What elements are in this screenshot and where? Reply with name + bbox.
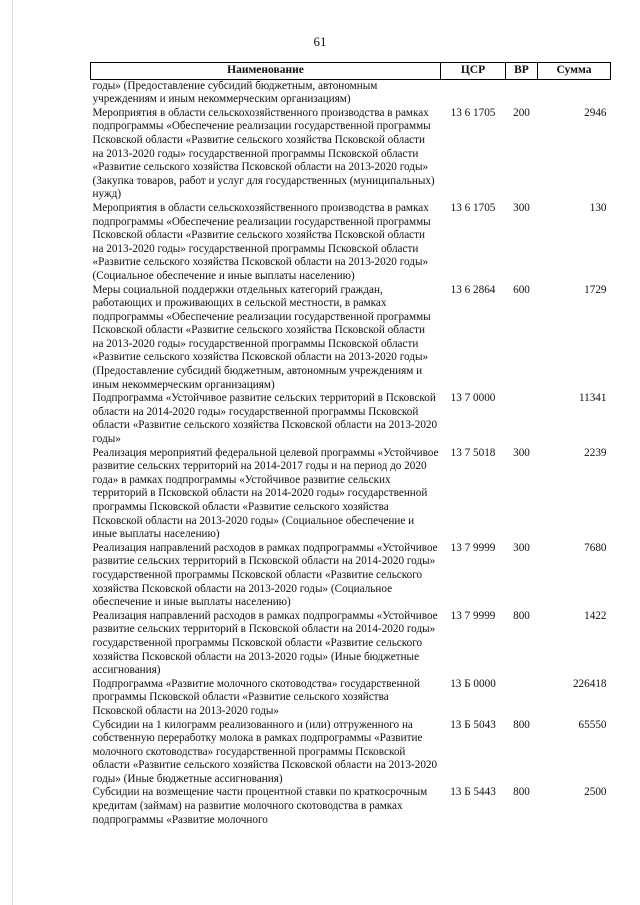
row-vr bbox=[506, 79, 538, 107]
page-number: 61 bbox=[313, 34, 327, 49]
row-vr: 200 bbox=[513, 106, 530, 119]
budget-table-container bbox=[90, 62, 610, 827]
row-csr: 13 Б 5443 bbox=[450, 786, 496, 799]
row-name: годы» (Предоставление субсидий бюджетным, автономным учреждениям и иным некоммерческим организациям) bbox=[92, 79, 378, 106]
row-vr bbox=[506, 678, 538, 719]
row-sum: 11341 bbox=[578, 392, 607, 405]
table-row bbox=[91, 284, 611, 393]
row-sum: 1729 bbox=[584, 283, 607, 296]
table-row bbox=[91, 610, 611, 678]
row-sum bbox=[538, 79, 611, 107]
row-vr: 800 bbox=[513, 786, 530, 799]
table-row bbox=[91, 447, 611, 542]
row-sum: 130 bbox=[589, 201, 607, 214]
row-name: Подпрограмма «Развитие молочного скотоводства» государственной программы Псковской области «Развитие сельского хозяйства Псковской области на 2013-2020 годы» bbox=[92, 677, 420, 717]
table-row bbox=[91, 678, 611, 719]
row-name: Реализация направлений расходов в рамках подпрограммы «Устойчивое развитие сельских территорий в Псковской области на 2014-2020 годы» государственной программы Псковской области «Развитие сельского хозяйства Псковской области на 2013-2020 годы» (Социальное обеспечение и иные выплаты населению) bbox=[92, 541, 438, 609]
row-csr: 13 Б 5043 bbox=[450, 718, 496, 731]
row-csr: 13 7 9999 bbox=[450, 609, 496, 622]
row-csr: 13 6 1705 bbox=[450, 106, 496, 119]
row-name: Меры социальной поддержки отдельных категорий граждан, работающих и проживающих в сельской местности, в рамках подпрограммы «Обеспечение реализации государственной программы Псковской области «Развитие сельского хозяйства Псковской области на 2013-2020 годы» государственной программы Псковской области «Развитие сельского хозяйства Псковской области на 2013-2020 годы» (Предоставление субсидий бюджетным, автономным учреждениям и иным некоммерческим организациям) bbox=[92, 283, 431, 391]
header-vr: ВР bbox=[506, 63, 538, 80]
row-csr: 13 7 9999 bbox=[450, 541, 496, 554]
row-vr: 800 bbox=[513, 718, 530, 731]
row-vr bbox=[506, 392, 538, 446]
row-csr: 13 7 5018 bbox=[450, 446, 496, 459]
row-sum: 7680 bbox=[584, 541, 607, 554]
row-sum: 2946 bbox=[584, 106, 607, 119]
table-row bbox=[91, 719, 611, 787]
table-row bbox=[91, 107, 611, 202]
row-name: Подпрограмма «Устойчивое развитие сельских территорий в Псковской области на 2014-2020 годы» государственной программы Псковской области «Развитие сельского хозяйства Псковской области на 2013-2020 годы» bbox=[92, 392, 438, 446]
row-name: Реализация направлений расходов в рамках подпрограммы «Устойчивое развитие сельских территорий в Псковской области на 2014-2020 годы» государственной программы Псковской области «Развитие сельского хозяйства Псковской области на 2013-2020 годы» (Иные бюджетные ассигнования) bbox=[92, 609, 438, 677]
table-header-row bbox=[91, 63, 611, 80]
row-vr: 300 bbox=[513, 446, 530, 459]
row-sum: 1422 bbox=[584, 609, 607, 622]
row-name: Субсидии на возмещение части процентной ставки по краткосрочным кредитам (займам) на развитие молочного скотоводства в рамках подпрограммы «Развитие молочного bbox=[92, 786, 428, 826]
row-vr: 800 bbox=[513, 609, 530, 622]
row-name: Мероприятия в области сельскохозяйственного производства в рамках подпрограммы «Обеспечение реализации государственной программы Псковской области «Развитие сельского хозяйства Псковской области на 2013-2020 годы» государственной программы Псковской области «Развитие сельского хозяйства Псковской области на 2013-2020 годы» (Социальное обеспечение и иные выплаты населению) bbox=[92, 201, 431, 282]
table-row bbox=[91, 786, 611, 827]
row-name: Реализация мероприятий федеральной целевой программы «Устойчивое развитие сельских территорий на 2014-2017 годы и на период до 2020 года» в рамках подпрограммы «Устойчивое развитие сельских территорий в Псковской области на 2014-2020 годы» государственной программы Псковской области «Развитие сельского хозяйства Псковской области на 2013-2020 годы» (Социальное обеспечение и иные выплаты населению) bbox=[92, 446, 439, 541]
row-sum: 226418 bbox=[572, 677, 607, 690]
table-row bbox=[91, 79, 611, 107]
header-sum: Сумма bbox=[538, 63, 611, 80]
row-csr: 13 6 2864 bbox=[450, 283, 496, 296]
row-csr: 13 Б 0000 bbox=[450, 677, 496, 690]
header-name: Наименование bbox=[91, 63, 441, 80]
row-csr: 13 6 1705 bbox=[450, 201, 496, 214]
scan-edge-line bbox=[12, 0, 13, 905]
table-row bbox=[91, 202, 611, 284]
row-csr: 13 7 0000 bbox=[450, 392, 496, 405]
row-name: Субсидии на 1 килограмм реализованного и (или) отгруженного на собственную переработку молока в рамках подпрограммы «Развитие молочного скотоводства» государственной программы Псковской области «Развитие сельского хозяйства Псковской области на 2013-2020 годы» (Иные бюджетные ассигнования) bbox=[92, 718, 438, 785]
budget-table bbox=[90, 62, 611, 827]
row-name: Мероприятия в области сельскохозяйственного производства в рамках подпрограммы «Обеспечение реализации государственной программы Псковской области «Развитие сельского хозяйства Псковской области на 2013-2020 годы» государственной программы Псковской области «Развитие сельского хозяйства Псковской области на 2013-2020 годы» (Закупка товаров, работ и услуг для государственных (муниципальных) нужд) bbox=[92, 106, 435, 201]
row-sum: 2500 bbox=[584, 786, 607, 799]
row-vr: 300 bbox=[513, 201, 530, 214]
row-sum: 2239 bbox=[584, 446, 607, 459]
row-vr: 300 bbox=[513, 541, 530, 554]
row-csr bbox=[441, 79, 506, 107]
table-row bbox=[91, 542, 611, 610]
header-csr: ЦСР bbox=[441, 63, 506, 80]
row-sum: 65550 bbox=[578, 718, 607, 731]
table-row bbox=[91, 392, 611, 446]
row-vr: 600 bbox=[513, 283, 530, 296]
